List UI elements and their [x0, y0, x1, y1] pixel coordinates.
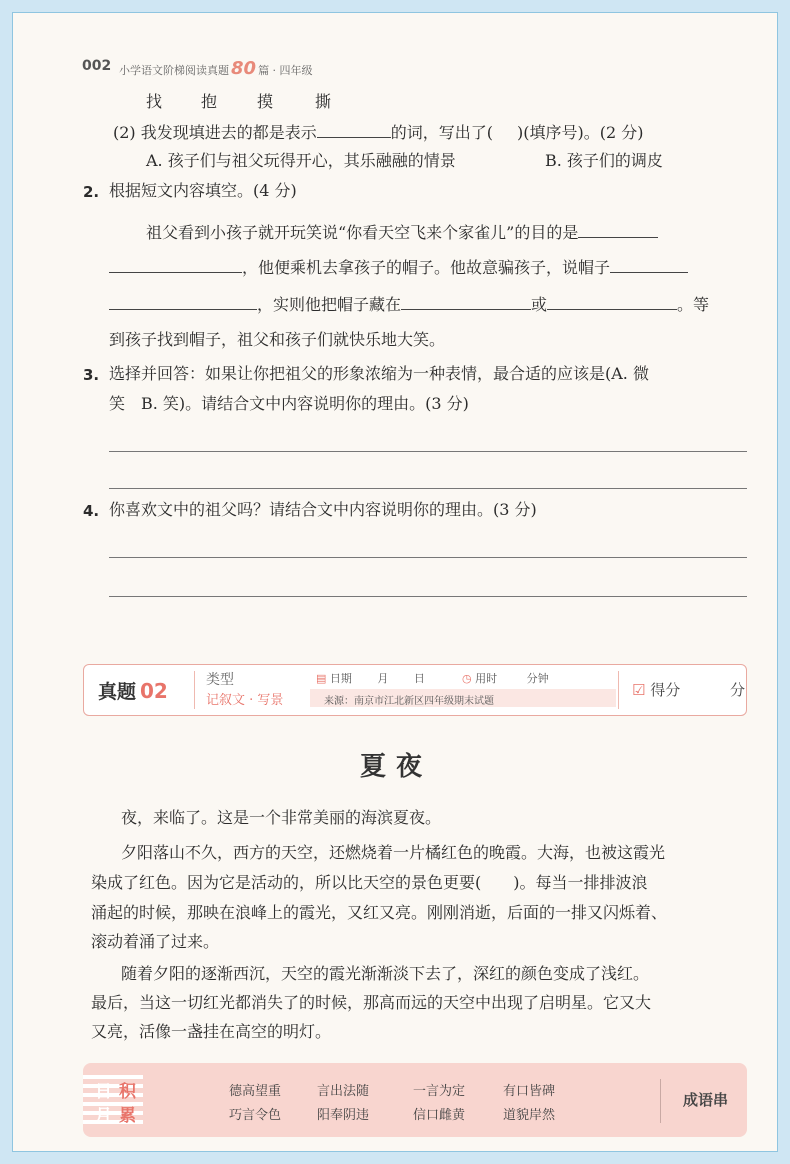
workbook-page [12, 12, 778, 1152]
question-3-number: 3. [83, 366, 100, 384]
answer-line-q3-2[interactable] [109, 488, 747, 489]
essay-p3-l3: 又亮，活像一盏挂在高空的明灯。 [91, 1022, 332, 1041]
question-2-number: 2. [83, 183, 100, 201]
exercise-label: 真题 02 [98, 679, 168, 703]
answer-line-q4-2[interactable] [109, 596, 747, 597]
word-3: 摸 [257, 92, 274, 111]
score-unit: 分 [730, 681, 746, 699]
q2-line-3: ，实则他把帽子藏在 或 。等 [109, 295, 709, 313]
date-field[interactable]: ▤ 日期 月 日 [316, 672, 425, 685]
exercise-info-box [83, 664, 747, 716]
idiom: 阳奉阴违 [317, 1108, 370, 1123]
answer-line-q4-1[interactable] [109, 557, 747, 558]
idiom-series-title: 成语串 [683, 1091, 729, 1109]
divider [194, 671, 195, 709]
idiom: 有口皆碑 [503, 1084, 556, 1099]
q2-line-1: 祖父看到小孩子就开玩笑说“你看天空飞来个家雀儿”的目的是 [146, 223, 658, 241]
blank-q2-c[interactable] [610, 258, 688, 273]
book-title-pre: 小学语文阶梯阅读真题 [119, 64, 229, 77]
blank-q1-2[interactable] [317, 123, 391, 138]
essay-p2-l4: 滚动着涌了过来。 [91, 932, 220, 951]
essay-p1: 夜，来临了。这是一个非常美丽的海滨夏夜。 [121, 808, 442, 827]
question-1-2: (2) 我发现填进去的都是表示 的词，写出了( )(填序号)。(2 分) [113, 123, 644, 142]
idiom: 言出法随 [317, 1084, 370, 1099]
essay-p2-l2: 染成了红色。因为它是活动的，所以比天空的景色更要( )。每当一排排波浪 [91, 873, 648, 892]
time-field[interactable]: ◷ 用时 分钟 [462, 672, 549, 685]
essay-p2-l3: 涌起的时候，那映在浪峰上的霞光，又红又亮。刚刚消逝，后面的一排又闪烁着、 [91, 903, 668, 922]
word-4: 撕 [315, 92, 332, 111]
q3-line-2: 笑 B. 笑)。请结合文中内容说明你的理由。(3 分) [109, 394, 469, 413]
type-label: 类型 [206, 672, 234, 688]
checkbox-icon: ☑ [632, 681, 646, 699]
blank-q2-f[interactable] [547, 295, 677, 310]
idiom: 德高望重 [229, 1084, 282, 1099]
essay-p3-l2: 最后，当这一切红光都消失了的时候，那高而远的天空中出现了启明星。它又大 [91, 993, 652, 1012]
book-title [119, 58, 313, 79]
question-4-number: 4. [83, 502, 100, 520]
essay-p3-l1: 随着夕阳的逐渐西沉，天空的霞光渐渐淡下去了，深红的颜色变成了浅红。 [121, 964, 650, 983]
blank-q2-a[interactable] [578, 223, 658, 238]
book-title-post: 篇 · 四年级 [258, 64, 313, 77]
q2-line-4: 到孩子找到帽子，祖父和孩子们就快乐地大笑。 [109, 330, 446, 349]
type-value: 记叙文 · 写景 [206, 693, 284, 708]
question-2-prompt: 根据短文内容填空。(4 分) [109, 181, 297, 200]
essay-title: 夏夜 [359, 752, 432, 782]
divider-score [618, 671, 619, 709]
idiom-footer [83, 1063, 747, 1137]
word-2: 抱 [201, 92, 218, 111]
footer-divider [660, 1079, 661, 1123]
essay-p2-l1: 夕阳落山不久，西方的天空，还燃烧着一片橘红色的晚霞。大海，也被这霞光 [121, 843, 666, 862]
option-b: B. 孩子们的调皮 [545, 151, 663, 170]
page-number: 002 [82, 58, 112, 74]
q2-line-2: ，他便乘机去拿孩子的帽子。他故意骗孩子，说帽子 [109, 258, 688, 276]
idiom: 信口雌黄 [413, 1108, 466, 1123]
blank-q2-e[interactable] [401, 295, 531, 310]
q3-line-1: 选择并回答：如果让你把祖父的形象浓缩为一种表情，最合适的应该是(A. 微 [109, 364, 649, 383]
blank-q2-d[interactable] [109, 295, 257, 310]
book-title-number: 80 [231, 58, 257, 79]
idiom: 一言为定 [413, 1084, 466, 1099]
q4-text: 你喜欢文中的祖父吗？请结合文中内容说明你的理由。(3 分) [109, 500, 537, 519]
blank-q2-b[interactable] [109, 258, 242, 273]
source-text: 来源：南京市江北新区四年级期末试题 [324, 696, 494, 707]
calendar-icon: ▤ [316, 672, 327, 685]
answer-line-q3-1[interactable] [109, 451, 747, 452]
score-field[interactable]: ☑ 得分 [632, 681, 681, 699]
clock-icon: ◷ [462, 672, 472, 685]
option-a: A. 孩子们与祖父玩得开心，其乐融融的情景 [146, 151, 456, 170]
idiom: 巧言令色 [229, 1108, 282, 1123]
word-1: 找 [146, 92, 163, 111]
idiom: 道貌岸然 [503, 1108, 556, 1123]
accumulate-badge: 日 积 月 累 [95, 1082, 136, 1126]
